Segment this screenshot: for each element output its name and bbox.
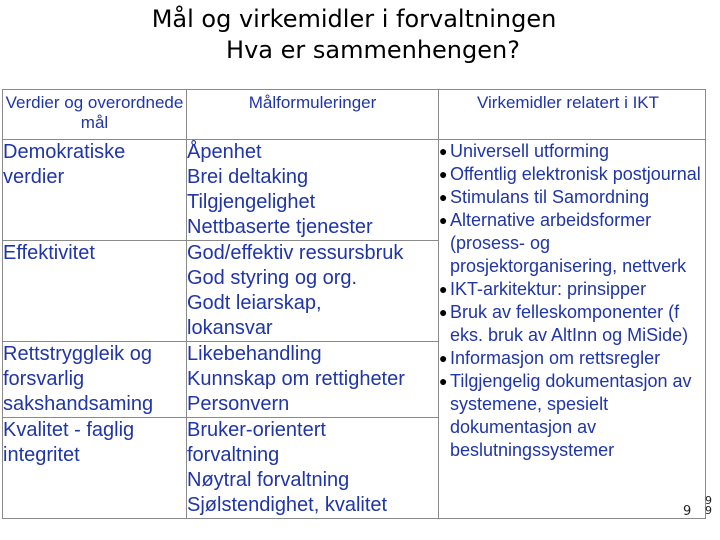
measure-item: ● Offentlig elektronisk postjournal: [439, 164, 701, 184]
measure-item: ● IKT-arkitektur: prinsipper: [439, 279, 647, 299]
slide-title: [0, 4, 720, 66]
goal-item: Brei deltaking: [187, 166, 309, 188]
goals-cell: [187, 342, 439, 418]
goal-item: Likebehandling: [187, 343, 322, 365]
goal-item: Kunnskap om rettigheter: [187, 368, 405, 390]
measure-item: ● Bruk av felleskomponenter (f eks. bruk av AltInn og MiSide): [439, 302, 689, 345]
measure-item: ● Alternative arbeidsformer (prosess- og prosjektorganisering, nettverk: [439, 210, 687, 276]
title-line-2: Hva er sammenhengen?: [226, 36, 520, 64]
goal-item: Nettbaserte tjenester: [187, 216, 373, 238]
goal-item: God styring og org.: [187, 267, 358, 289]
goals-cell: [187, 140, 439, 241]
value-cell: Demokratiske verdier: [3, 140, 187, 241]
goal-item: God/effektiv ressursbruk: [187, 242, 404, 264]
bullet-icon: ●: [439, 350, 448, 366]
goal-item: Tilgjengelighet: [187, 191, 316, 213]
goal-item: Åpenhet: [187, 141, 262, 163]
goals-measures-table: [2, 89, 706, 519]
measure-item: ● Stimulans til Samordning: [439, 187, 650, 207]
header-values: Verdier og overordnede mål: [3, 90, 187, 140]
goals-cell: [187, 241, 439, 342]
goals-cell: [187, 418, 439, 519]
goal-item: Sjølstendighet, kvalitet: [187, 494, 388, 516]
page-number: 9: [683, 504, 692, 519]
goal-item: forvaltning: [187, 444, 280, 466]
title-line-1: Mål og virkemidler i forvaltningen: [151, 5, 557, 33]
page-number-corner: 9 9: [705, 494, 712, 517]
goal-item: Bruker-orientert: [187, 419, 326, 441]
goal-item: Personvern: [187, 393, 290, 415]
measures-cell: [439, 140, 706, 519]
table-header-row: [3, 90, 706, 140]
measure-item: ● Informasjon om rettsregler: [439, 348, 661, 368]
value-cell: Rettstryggleik og forsvarlig sakshandsaming: [3, 342, 187, 418]
header-measures: Virkemidler relatert i IKT: [439, 90, 706, 140]
bullet-icon: ●: [439, 304, 448, 320]
bullet-icon: ●: [439, 166, 448, 182]
table-row: [3, 140, 706, 241]
goal-item: Nøytral forvaltning: [187, 469, 350, 491]
measure-item: ● Universell utforming: [439, 141, 610, 161]
goal-item: lokansvar: [187, 317, 273, 339]
bullet-icon: ●: [439, 143, 448, 159]
bullet-icon: ●: [439, 281, 448, 297]
bullet-icon: ●: [439, 212, 448, 228]
goal-item: Godt leiarskap,: [187, 292, 322, 314]
value-cell: Kvalitet - faglig integritet: [3, 418, 187, 519]
value-cell: Effektivitet: [3, 241, 187, 342]
header-goals: Målformuleringer: [187, 90, 439, 140]
measure-item: ● Tilgjengelig dokumentasjon av systemene, spesielt dokumentasjon av beslutningssystemer: [439, 371, 692, 460]
bullet-icon: ●: [439, 189, 448, 205]
bullet-icon: ●: [439, 373, 448, 389]
